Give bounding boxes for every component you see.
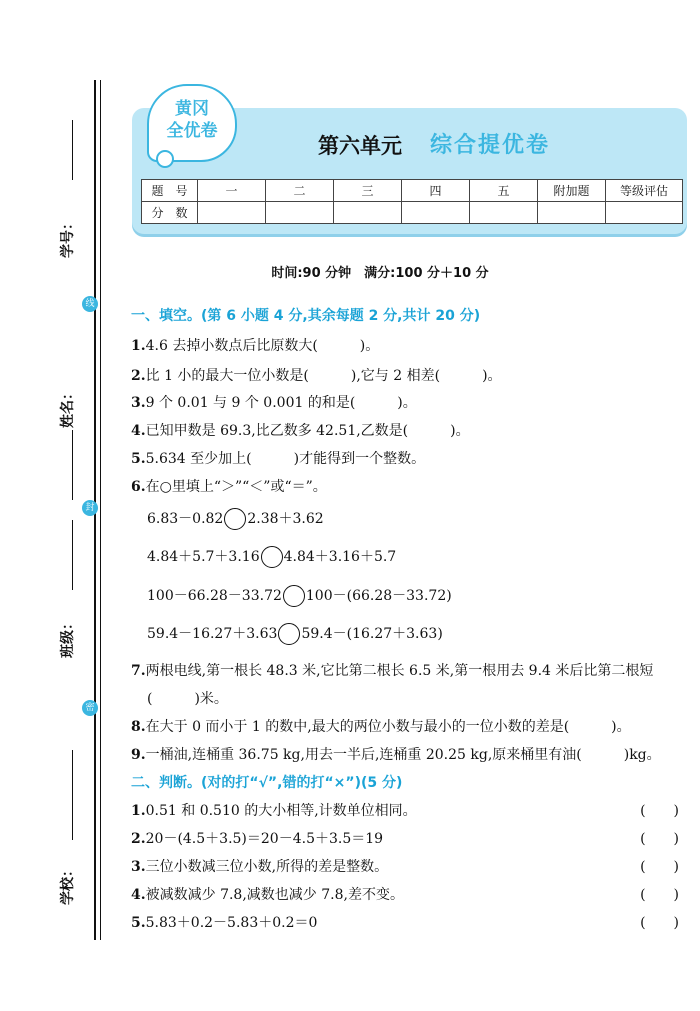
score-input-cell[interactable] — [334, 202, 402, 224]
question-text: 两根电线,第一根长 48.3 米,它比第二根长 6.5 米,第一根用去 9.4 米后比第二根短 — [145, 663, 654, 679]
student-id-label: 学号： — [60, 216, 76, 258]
seal-xian: 线 — [82, 296, 98, 312]
badge-bubble-tail — [156, 150, 174, 168]
compare-circle[interactable] — [261, 546, 283, 568]
question-number: 1. — [131, 338, 146, 354]
unit-subtitle: 综合提优卷 — [430, 133, 551, 158]
compare-left: 100－66.28－33.72 — [147, 588, 282, 604]
score-input-cell[interactable] — [606, 202, 683, 224]
score-table — [141, 179, 683, 224]
question-text: 三位小数减三位小数,所得的差是整数。 — [145, 859, 389, 875]
question-8 — [131, 716, 631, 736]
score-input-cell[interactable] — [470, 202, 538, 224]
score-cell: 五 — [470, 180, 538, 202]
compare-circle[interactable] — [224, 508, 246, 530]
question-3 — [131, 392, 417, 412]
question-number: 5. — [131, 915, 146, 931]
score-cell: 附加题 — [538, 180, 606, 202]
badge-line2: 全优卷 — [166, 121, 218, 141]
question-number: 9. — [131, 747, 146, 763]
score-cell: 二 — [266, 180, 334, 202]
section1-title: 一、填空。(第 6 小题 4 分,其余每题 2 分,共计 20 分) — [131, 308, 481, 324]
score-input-cell[interactable] — [266, 202, 334, 224]
question-text: 比 1 小的最大一位小数是( ),它与 2 相差( )。 — [145, 368, 502, 384]
answer-parentheses[interactable]: ( ) — [640, 831, 679, 847]
question-text: 9 个 0.01 与 9 个 0.001 的和是( )。 — [145, 395, 417, 411]
question-4 — [131, 420, 470, 440]
answer-parentheses[interactable]: ( ) — [640, 887, 679, 903]
question-number: 1. — [131, 803, 146, 819]
question-text: 20－(4.5＋3.5)＝20－4.5＋3.5＝19 — [145, 831, 384, 847]
answer-parentheses[interactable]: ( ) — [640, 859, 679, 875]
seal-mi: 密 — [82, 700, 98, 716]
answer-parentheses[interactable]: ( ) — [640, 915, 679, 931]
question-2 — [131, 365, 502, 385]
compare-item — [147, 623, 443, 645]
question-number: 6. — [131, 479, 146, 495]
score-cell: 三 — [334, 180, 402, 202]
question-number: 2. — [131, 368, 146, 384]
score-input-cell[interactable] — [198, 202, 266, 224]
section2-title: 二、判断。(对的打“√”,错的打“×”)(5 分) — [131, 775, 403, 791]
binding-margin — [0, 0, 120, 1011]
answer-parentheses[interactable]: ( ) — [640, 803, 679, 819]
school-line — [72, 750, 73, 840]
school-label: 学校： — [60, 863, 76, 905]
compare-left: 6.83－0.82 — [147, 511, 224, 527]
question-7-cont: ( )米。 — [147, 691, 228, 707]
question-text: 一桶油,连桶重 36.75 kg,用去一半后,连桶重 20.25 kg,原来桶里有油( )kg。 — [145, 747, 661, 763]
class-line — [72, 520, 73, 590]
judge-item-4 — [131, 884, 691, 904]
compare-left: 4.84＋5.7＋3.16 — [147, 549, 260, 565]
time-and-score: 时间:90 分钟 满分:100 分＋10 分 — [271, 266, 489, 281]
question-number: 4. — [131, 423, 146, 439]
question-text: 5.83＋0.2－5.83＋0.2＝0 — [145, 915, 318, 931]
question-7 — [131, 660, 653, 680]
score-table-header-row — [142, 180, 683, 202]
question-text: 被减数减少 7.8,减数也减少 7.8,差不变。 — [145, 887, 404, 903]
question-1 — [131, 335, 379, 355]
compare-item — [147, 585, 452, 607]
score-row-label: 分 数 — [142, 202, 198, 224]
judge-item-1 — [131, 800, 691, 820]
question-9 — [131, 744, 661, 764]
question-text: 4.6 去掉小数点后比原数大( )。 — [145, 338, 380, 354]
compare-circle[interactable] — [278, 623, 300, 645]
seal-feng: 封 — [82, 500, 98, 516]
score-input-cell[interactable] — [538, 202, 606, 224]
question-number: 7. — [131, 663, 146, 679]
question-6 — [131, 476, 327, 496]
judge-item-3 — [131, 856, 691, 876]
score-cell: 四 — [402, 180, 470, 202]
unit-title: 第六单元 — [318, 134, 402, 158]
question-text: 5.634 至少加上( )才能得到一个整数。 — [145, 451, 426, 467]
judge-item-2 — [131, 828, 691, 848]
question-number: 8. — [131, 719, 146, 735]
compare-item — [147, 508, 324, 530]
question-number: 3. — [131, 859, 146, 875]
question-number: 4. — [131, 887, 146, 903]
compare-left: 59.4－16.27＋3.63 — [147, 626, 278, 642]
class-label: 班级： — [60, 616, 76, 658]
compare-item — [147, 546, 396, 568]
score-cell: 一 — [198, 180, 266, 202]
compare-right: 4.84＋3.16＋5.7 — [283, 549, 397, 565]
badge-line1: 黄冈 — [175, 99, 209, 119]
score-cell: 题 号 — [142, 180, 198, 202]
margin-rule-thin — [100, 80, 101, 940]
compare-right: 100－(66.28－33.72) — [305, 588, 452, 604]
student-id-line — [72, 120, 73, 180]
judge-item-5 — [131, 912, 691, 932]
compare-right: 59.4－(16.27＋3.63) — [301, 626, 443, 642]
question-text: 在○里填上“＞”“＜”或“＝”。 — [145, 479, 327, 495]
question-text: 已知甲数是 69.3,比乙数多 42.51,乙数是( )。 — [145, 423, 470, 439]
compare-circle[interactable] — [283, 585, 305, 607]
score-table-score-row — [142, 202, 683, 224]
name-label: 姓名： — [60, 386, 76, 428]
compare-right: 2.38＋3.62 — [247, 511, 324, 527]
question-text: 在大于 0 而小于 1 的数中,最大的两位小数与最小的一位小数的差是( )。 — [145, 719, 631, 735]
score-cell: 等级评估 — [606, 180, 683, 202]
question-number: 2. — [131, 831, 146, 847]
question-number: 5. — [131, 451, 146, 467]
score-input-cell[interactable] — [402, 202, 470, 224]
question-number: 3. — [131, 395, 146, 411]
question-text: 0.51 和 0.510 的大小相等,计数单位相同。 — [145, 803, 417, 819]
question-5 — [131, 448, 425, 468]
name-line — [72, 430, 73, 500]
